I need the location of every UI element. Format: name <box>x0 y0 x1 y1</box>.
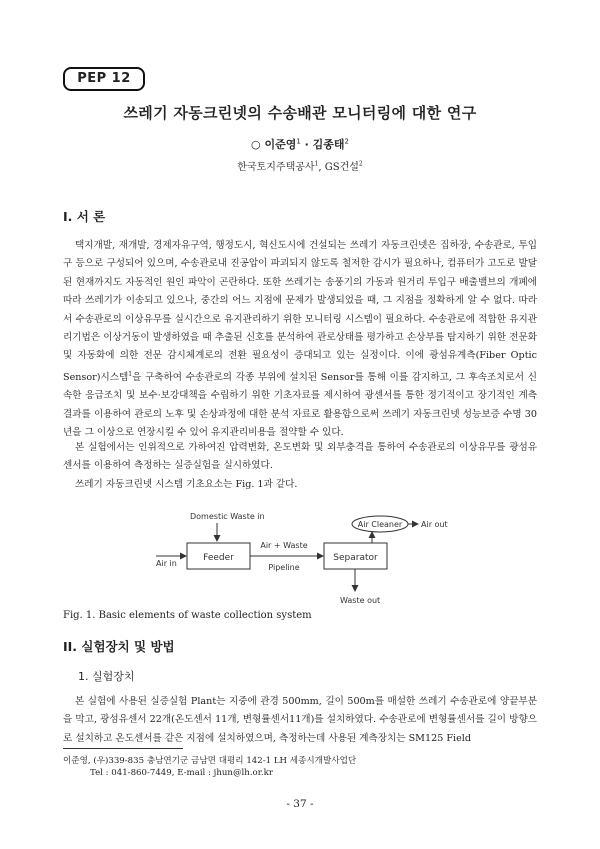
label-air-cleaner: Air Cleaner <box>357 520 403 529</box>
section-1-heading: I. 서 론 <box>63 209 106 224</box>
affiliation-1: 한국토지주택공사 <box>237 162 315 173</box>
affiliation-1-mark: 1 <box>314 160 319 168</box>
affiliation-line <box>0 158 600 173</box>
label-feeder: Feeder <box>203 553 234 563</box>
footnote-ref-1: 1 <box>128 370 133 378</box>
intro-paragraph-1-continued: 을 구축하여 수송관로의 각종 부위에 설치된 Sensor를 통해 이를 감지하고, 그 후속조치로서 신속한 응급조치 및 보수·보강대책을 수립하기 위한 기초자료를 제시하여 광센서를 통한 정기적이고 장기적인 계측결과를 이용하여 관로의 노후 및 손상과정에 대한 분석 자료로 활용함으로써 쓰레기 자동크린넷 성능보증 수명 30년을 그 이상으로 연장시킬 수 있어 유지관리비용을 절약할 수 있다. <box>63 372 537 439</box>
intro-paragraph-1-text: 택지개발, 재개발, 경제자유구역, 행정도시, 혁신도시에 건설되는 쓰레기 자동크린넷은 집하장, 수송관로, 투입구 등으로 구성되어 있으며, 수송관로내 진공압이 파괴되지 않도록 철저한 감시가 필요하나, 컴퓨터가 고도로 발달된 현재까지도 자동적인 원인 파악이 곤란하다. 또한 쓰레기는 송풍기의 가동과 원거리 투입구 배출밸브의 개폐에 따라 쓰레기가 이송되고 있으나, 중간의 어느 지점에 문제가 발생되었을 때, 그 지점을 정확하게 알 수 없다. 따라서 수송관로의 이상유무를 실시간으로 유지관리하기 위한 모니터링 시스템이 필요하다. 수송관로에 적합한 유지관리기법은 이상거동이 발생하였을 때 추출된 신호를 분석하여 관로상태를 평가하고 손상부를 탐지하기 위한 전문화 및 자동화에 의한 전문 감시체계로의 전환 필요성이 증대되고 있는 실정이다. 이에 광섬유계측(Fiber Optic Sensor)시스템 <box>63 240 537 384</box>
intro-paragraph-3: 쓰레기 자동크린넷 시스템 기초요소는 Fig. 1과 같다. <box>75 479 298 490</box>
author-line <box>0 136 600 152</box>
intro-paragraph-2: 본 실험에서는 인위적으로 가하여진 압력변화, 온도변화 및 외부충격을 통하여 수송관로의 이상유무를 광섬유센서를 이용하여 측정하는 실증실험을 실시하였다. <box>63 442 537 472</box>
label-air-in: Air in <box>156 559 177 568</box>
footnote-rule <box>63 748 183 749</box>
label-separator: Separator <box>333 553 378 563</box>
footnote-contact: Tel : 041-860-7449, E-mail : jhun@lh.or.kr <box>90 768 273 778</box>
author-separator: · <box>304 138 313 151</box>
author-2-mark: 2 <box>344 137 350 146</box>
affiliation-2: GS건설 <box>324 162 359 173</box>
waste-system-diagram <box>150 505 480 605</box>
author-2: 김종태 <box>312 138 345 151</box>
session-badge: PEP 12 <box>63 67 145 91</box>
author-bullet: ○ <box>250 138 261 151</box>
paper-title: 쓰레기 자동크린넷의 수송배관 모니터링에 대한 연구 <box>123 104 477 122</box>
intro-paragraph-1 <box>63 237 537 443</box>
subsection-1-heading: 1. 실험장치 <box>78 670 135 683</box>
section-2-heading: II. 실험장치 및 방법 <box>63 639 175 654</box>
label-domestic-waste-in: Domestic Waste in <box>190 512 265 521</box>
author-1-mark: 1 <box>296 137 301 146</box>
affiliation-2-mark: 2 <box>358 160 363 168</box>
figure-caption: Fig. 1. Basic elements of waste collection system <box>63 610 312 621</box>
label-air-plus-waste: Air + Waste <box>260 541 308 550</box>
label-air-out: Air out <box>421 520 448 529</box>
author-1: 이준영 <box>264 138 297 151</box>
label-pipeline: Pipeline <box>268 563 300 572</box>
affiliation-separator: , <box>318 162 325 173</box>
label-waste-out: Waste out <box>340 596 381 605</box>
footnote-address: 이준영, (우)339-835 충남연기군 금남면 대평리 142-1 LH 세종시개발사업단 <box>63 756 357 766</box>
methods-paragraph-1: 본 실험에 사용된 실증실험 Plant는 지중에 관경 500mm, 길이 500m를 매설한 쓰레기 수송관로에 양끝부분을 막고, 광섬유센서 22개(온도센서 11개, 변형률센서11개)를 설치하였다. 수송관로에 변형률센서를 길이 방향으로 설치하고 온도센서를 같은 지점에 설치하였으며, 측정하는데 사용된 계측장치는 SM125 Field <box>63 696 537 744</box>
page-number: - 37 - <box>286 798 314 810</box>
